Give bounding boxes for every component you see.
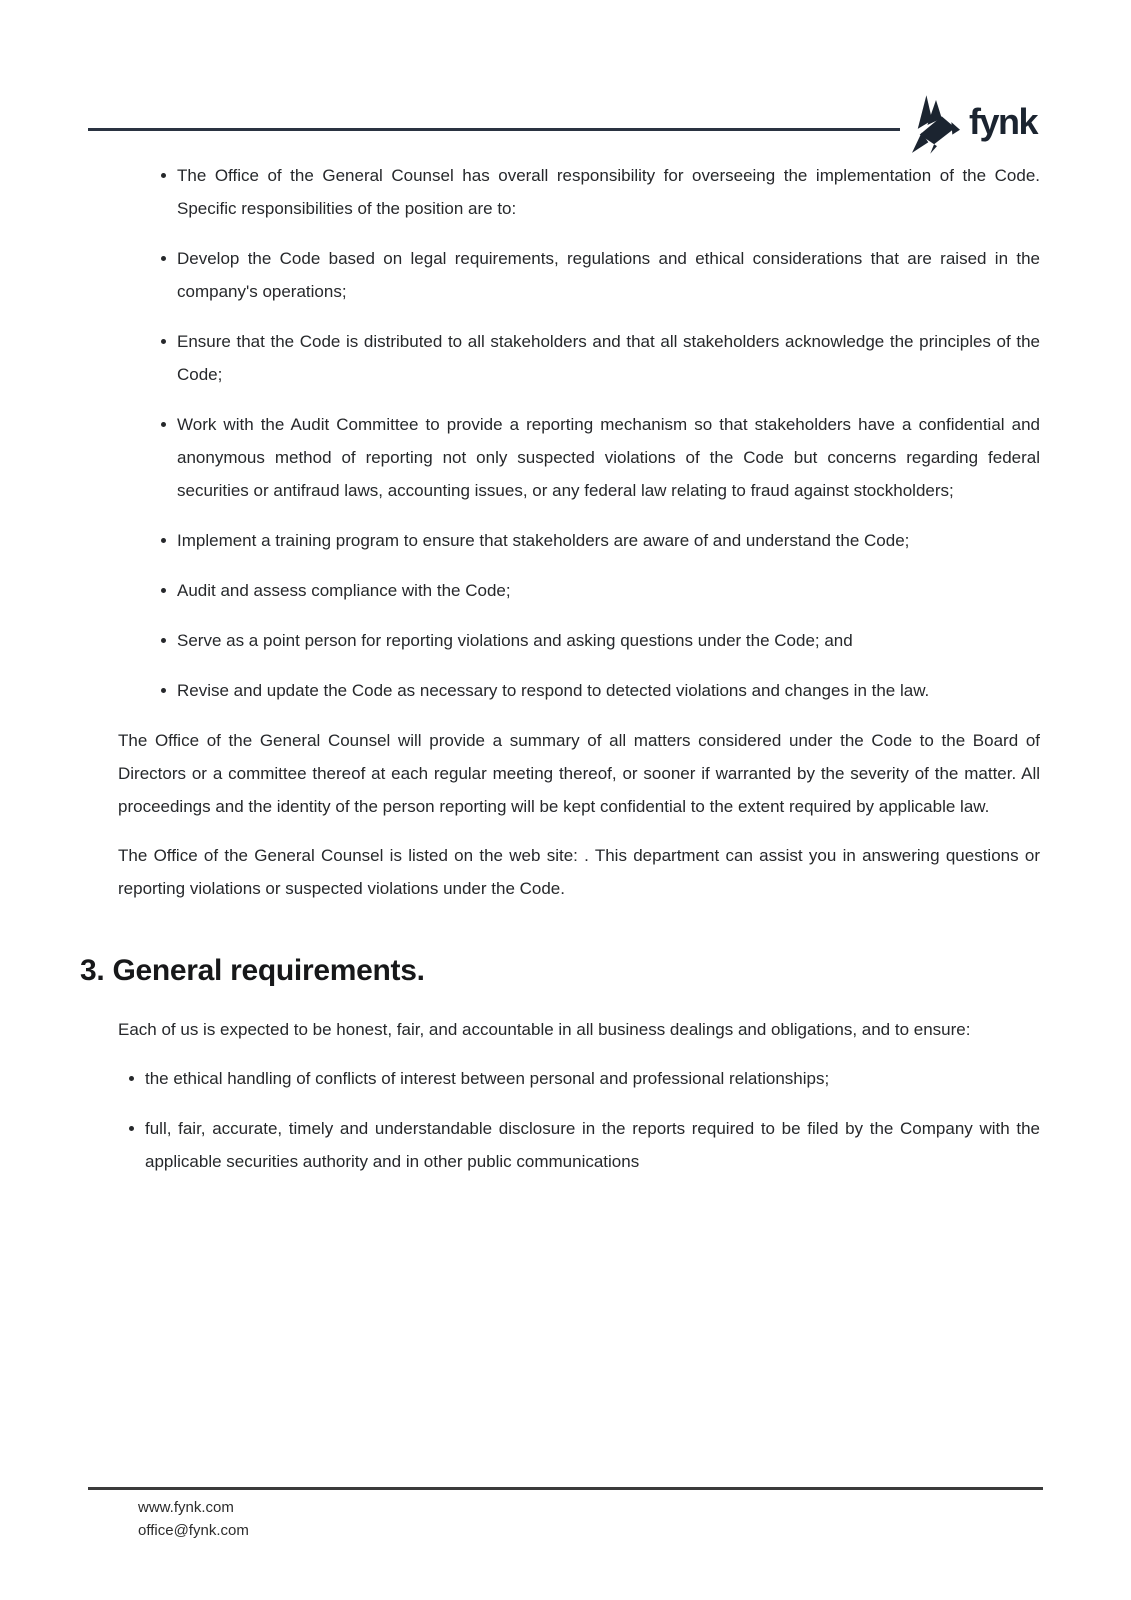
paragraph-expectations: Each of us is expected to be honest, fair, and accountable in all business dealings and obligations, and to ensure:: [118, 1020, 971, 1039]
list-item: Work with the Audit Committee to provide a reporting mechanism so that stakeholders have a confidential and anonymous method of reporting not only suspected violations of the Code but concerns regarding federal securities or antifraud laws, accounting issues, or any federal law relating to fraud against stockholders;: [177, 408, 1040, 507]
list-item: Revise and update the Code as necessary to respond to detected violations and changes in the law.: [177, 674, 1040, 707]
section-heading: 3. General requirements.: [80, 954, 425, 987]
fynk-logo: [912, 92, 1037, 158]
fynk-logo-text: fynk: [969, 101, 1038, 142]
list-item: Develop the Code based on legal requirements, regulations and ethical considerations that are raised in the company's operations;: [177, 242, 1040, 308]
footer: [138, 1496, 249, 1542]
list-item: Serve as a point person for reporting violations and asking questions under the Code; and: [177, 624, 1040, 657]
footer-website: www.fynk.com: [138, 1499, 234, 1516]
list-item: full, fair, accurate, timely and understandable disclosure in the reports required to be filed by the Company with the applicable securities authority and in other public communications: [145, 1112, 1040, 1178]
header-divider-line: [88, 128, 900, 131]
list-item: Audit and assess compliance with the Code;: [177, 574, 1040, 607]
responsibilities-list: [80, 159, 1040, 707]
list-item: Ensure that the Code is distributed to all stakeholders and that all stakeholders acknowledge the principles of the Code;: [177, 325, 1040, 391]
list-item: The Office of the General Counsel has overall responsibility for overseeing the implementation of the Code. Specific responsibilities of the position are to:: [177, 159, 1040, 225]
origami-bird-icon: [912, 94, 960, 156]
paragraph-summary: The Office of the General Counsel will provide a summary of all matters considered under the Code to the Board of Directors or a committee thereof at each regular meeting thereof, or sooner if warranted by the severity of the matter. All proceedings and the identity of the person reporting will be kept confidential to the extent required by applicable law.: [118, 731, 1040, 816]
list-item: the ethical handling of conflicts of interest between personal and professional relationships;: [145, 1062, 1040, 1095]
requirements-list: [80, 1062, 1040, 1178]
document-body: [80, 159, 1040, 1195]
footer-email: office@fynk.com: [138, 1522, 249, 1539]
footer-divider-line: [88, 1487, 1043, 1490]
list-item: Implement a training program to ensure that stakeholders are aware of and understand the Code;: [177, 524, 1040, 557]
paragraph-website: The Office of the General Counsel is listed on the web site: . This department can assist you in answering questions or reporting violations or suspected violations under the Code.: [118, 846, 1040, 898]
